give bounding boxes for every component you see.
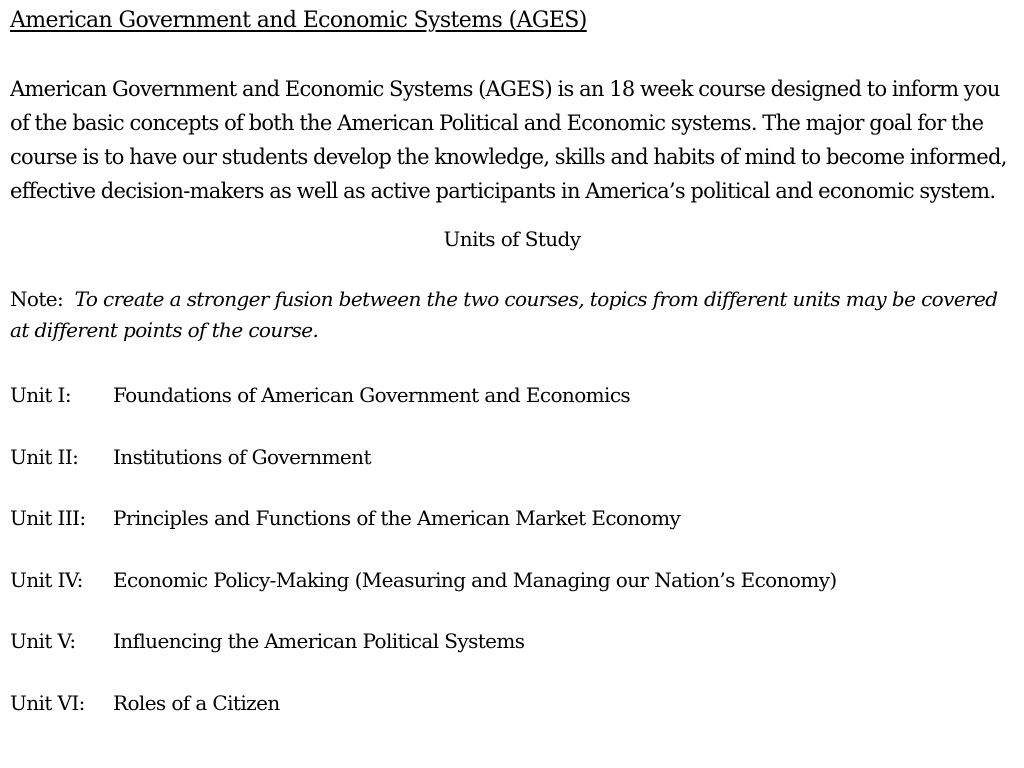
unit-title: Influencing the American Political Systems [113,629,525,653]
unit-item-3 [10,503,1014,533]
unit-item-6 [10,688,1014,718]
unit-label: Unit III: [10,506,86,530]
units-list [10,380,1014,718]
document-title: American Government and Economic Systems (AGES) [10,8,587,33]
note-label: Note: [10,287,64,311]
intro-paragraph: American Government and Economic Systems (AGES) is an 18 week course designed to inform you of the basic concepts of both the American Political and Economic systems. The major goal for the course is to have our students develop the knowledge, skills and habits of mind to become informed, effective decision-makers as well as active participants in America’s political and economic system. [10,77,1007,203]
unit-title: Economic Policy-Making (Measuring and Managing our Nation’s Economy) [113,567,837,592]
unit-title: Institutions of Government [113,444,371,469]
unit-title: Roles of a Citizen [113,690,280,715]
note-paragraph [10,284,1014,346]
unit-item-5 [10,626,1014,656]
unit-title: Principles and Functions of the American Market Economy [113,506,681,530]
units-heading: Units of Study [443,227,581,251]
unit-item-4 [10,565,1014,595]
unit-label: Unit I: [10,383,71,407]
unit-title: Foundations of American Government and Economics [113,383,631,407]
unit-label: Unit II: [10,444,79,469]
unit-item-2 [10,442,1014,472]
document-page [10,6,1014,749]
unit-item-1 [10,380,1014,410]
unit-label: Unit IV: [10,567,83,592]
unit-label: Unit V: [10,629,76,653]
unit-label: Unit VI: [10,690,85,715]
note-text: To create a stronger fusion between the two courses, topics from different units may be covered at different points of the course. [10,287,998,342]
